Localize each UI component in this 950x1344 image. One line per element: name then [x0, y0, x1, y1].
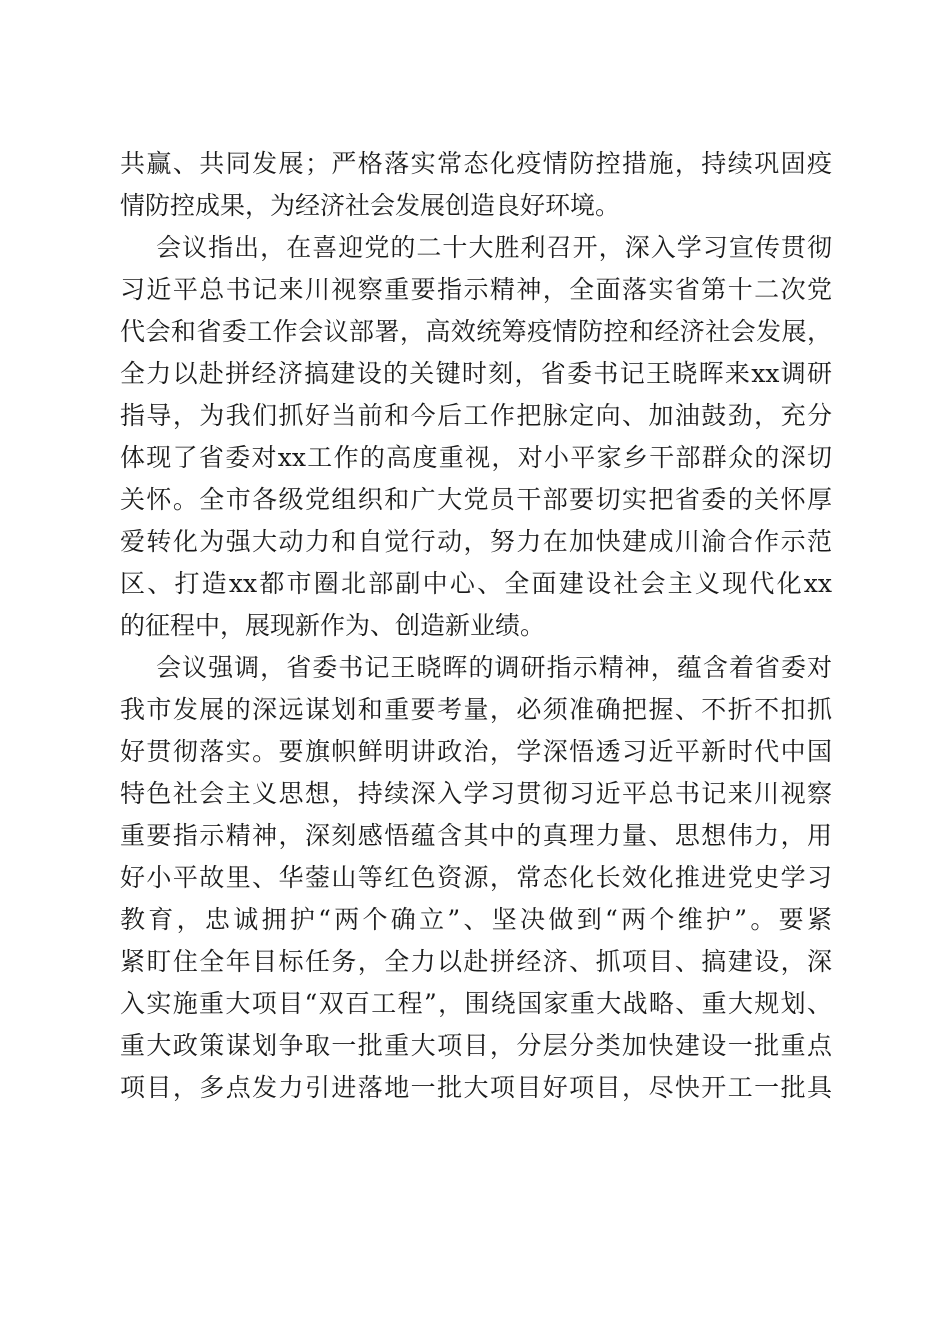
text-line: 项目，多点发力引进落地一批大项目好项目，尽快开工一批具 — [120, 1073, 832, 1102]
text-line: 体现了省委对xx工作的高度重视，对小平家乡干部群众的深切 — [120, 443, 832, 472]
text-line: 共赢、共同发展；严格落实常态化疫情防控措施，持续巩固疫 — [120, 149, 832, 178]
paragraph — [120, 647, 832, 1109]
text-line: 重大政策谋划争取一批重大项目，分层分类加快建设一批重点 — [120, 1031, 832, 1060]
text-line: 好贯彻落实。要旗帜鲜明讲政治，学深悟透习近平新时代中国 — [120, 737, 832, 766]
text-line: 全力以赴拼经济搞建设的关键时刻，省委书记王晓晖来xx调研 — [120, 359, 832, 388]
text-line: 教育，忠诚拥护“两个确立”、坚决做到“两个维护”。要紧 — [120, 905, 832, 934]
text-line: 代会和省委工作会议部署，高效统筹疫情防控和经济社会发展， — [120, 317, 832, 346]
text-line: 紧盯住全年目标任务，全力以赴拼经济、抓项目、搞建设，深 — [120, 947, 832, 976]
text-line: 关怀。全市各级党组织和广大党员干部要切实把省委的关怀厚 — [120, 485, 832, 514]
text-line: 会议指出，在喜迎党的二十大胜利召开，深入学习宣传贯彻 — [156, 233, 832, 262]
text-line: 的征程中，展现新作为、创造新业绩。 — [120, 611, 546, 640]
text-line: 入实施重大项目“双百工程”，围绕国家重大战略、重大规划、 — [120, 989, 832, 1018]
text-line: 我市发展的深远谋划和重要考量，必须准确把握、不折不扣抓 — [120, 695, 832, 724]
text-line: 爱转化为强大动力和自觉行动，努力在加快建成川渝合作示范 — [120, 527, 832, 556]
text-line: 特色社会主义思想，持续深入学习贯彻习近平总书记来川视察 — [120, 779, 832, 808]
text-line: 情防控成果，为经济社会发展创造良好环境。 — [120, 191, 621, 220]
text-line: 指导，为我们抓好当前和今后工作把脉定向、加油鼓劲，充分 — [120, 401, 832, 430]
text-line: 会议强调，省委书记王晓晖的调研指示精神，蕴含着省委对 — [156, 653, 832, 682]
document-body — [120, 143, 832, 1109]
text-line: 习近平总书记来川视察重要指示精神，全面落实省第十二次党 — [120, 275, 832, 304]
paragraph — [120, 227, 832, 647]
text-line: 区、打造xx都市圈北部副中心、全面建设社会主义现代化xx — [120, 569, 832, 598]
paragraph — [120, 143, 832, 227]
text-line: 好小平故里、华蓥山等红色资源，常态化长效化推进党史学习 — [120, 863, 832, 892]
text-line: 重要指示精神，深刻感悟蕴含其中的真理力量、思想伟力，用 — [120, 821, 832, 850]
